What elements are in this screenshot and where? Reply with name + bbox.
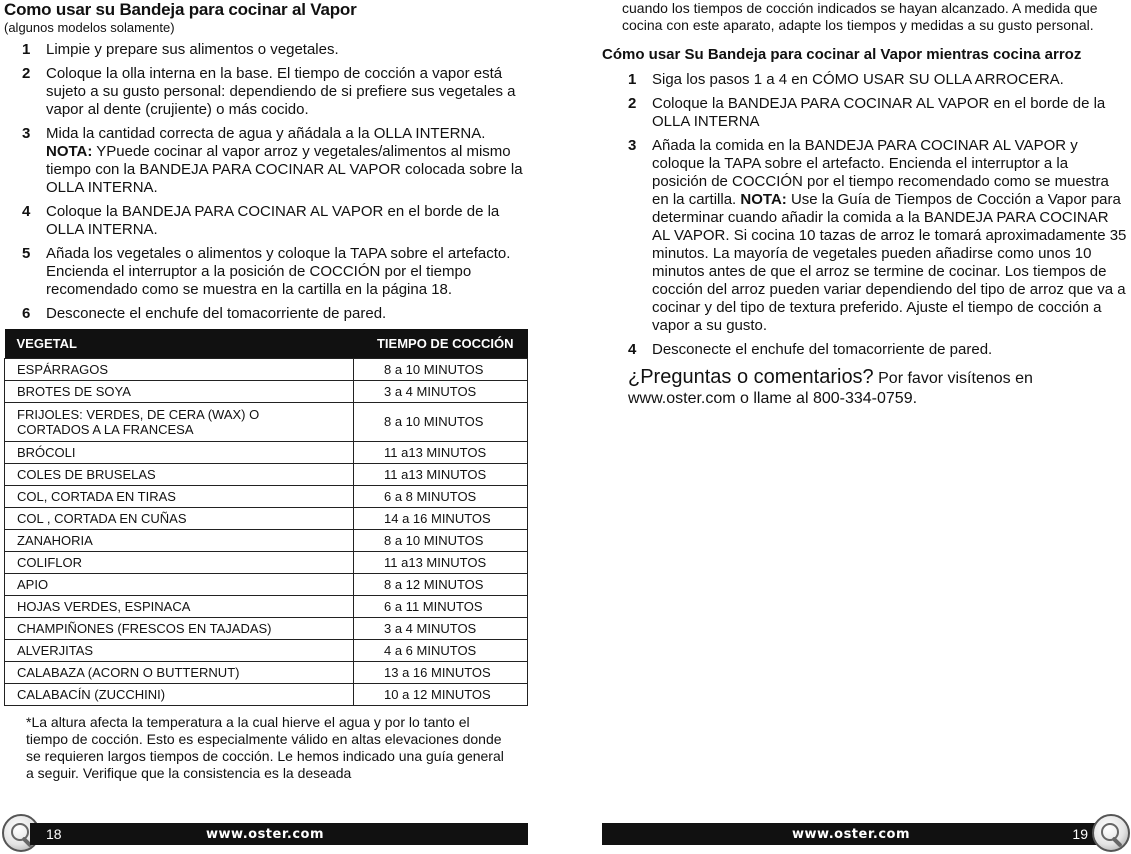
step-text-wrap [652, 137, 1127, 335]
note-label: NOTA: [740, 191, 787, 208]
step-3 [4, 125, 528, 197]
step-text: Mida la cantidad correcta de agua y añádala a la OLLA INTERNA. [46, 125, 486, 142]
step-6 [4, 305, 528, 323]
table-row [5, 529, 528, 551]
step-number: 4 [22, 203, 31, 220]
step-text: Desconecte el enchufe del tomacorriente de pared. [652, 341, 993, 358]
contact-info [602, 367, 1127, 409]
table-row [5, 463, 528, 485]
step-number: 3 [628, 137, 637, 154]
time-cell: 11 a13 MINUTOS [354, 441, 528, 463]
time-cell: 8 a 10 MINUTOS [354, 529, 528, 551]
steaming-times-table [4, 329, 528, 706]
table-row [5, 485, 528, 507]
table-row [5, 551, 528, 573]
right-page [602, 0, 1127, 409]
step-number: 1 [22, 41, 31, 58]
column-header-time: TIEMPO DE COCCIÓN [354, 329, 528, 358]
time-cell: 6 a 11 MINUTOS [354, 595, 528, 617]
table-row [5, 617, 528, 639]
website-link[interactable]: www.oster.com [792, 826, 911, 842]
step-4 [602, 341, 1127, 359]
vegetable-cell: COLIFLOR [5, 551, 354, 573]
note-text: YPuede cocinar al vapor arroz y vegetales/alimentos al mismo tiempo con la BANDEJA PARA COCINAR AL VAPOR colocada sobre la OLLA INTERNA. [46, 143, 523, 196]
section-subtitle: (algunos modelos solamente) [4, 20, 175, 35]
time-cell: 3 a 4 MINUTOS [354, 617, 528, 639]
magnifier-icon [1092, 814, 1130, 852]
vegetable-cell: COL, CORTADA EN TIRAS [5, 485, 354, 507]
vegetable-cell: FRIJOLES: VERDES, DE CERA (WAX) O CORTADOS A LA FRANCESA [5, 402, 354, 441]
table-row [5, 441, 528, 463]
section-title: Como usar su Bandeja para cocinar al Vapor [4, 0, 357, 19]
column-header-vegetable: VEGETAL [5, 329, 354, 358]
time-cell: 11 a13 MINUTOS [354, 551, 528, 573]
time-cell: 8 a 10 MINUTOS [354, 358, 528, 380]
step-number: 5 [22, 245, 31, 262]
step-text: Coloque la BANDEJA PARA COCINAR AL VAPOR en el borde de la OLLA INTERNA [652, 95, 1106, 130]
step-text: Limpie y prepare sus alimentos o vegetales. [46, 41, 339, 58]
table-row [5, 661, 528, 683]
step-text: Coloque la olla interna en la base. El tiempo de cocción a vapor está sujeto a su gusto personal: dependiendo de si prefiere sus vegetales a vapor al dente (crujiente) o más cocido. [46, 65, 516, 118]
time-cell: 14 a 16 MINUTOS [354, 507, 528, 529]
vegetable-cell: COL , CORTADA EN CUÑAS [5, 507, 354, 529]
step-number: 6 [22, 305, 31, 322]
table-row [5, 358, 528, 380]
vegetable-cell: COLES DE BRUSELAS [5, 463, 354, 485]
steps-list [602, 71, 1127, 359]
page-number: 19 [1072, 826, 1088, 842]
step-text: Desconecte el enchufe del tomacorriente de pared. [46, 305, 387, 322]
vegetable-cell: BRÓCOLI [5, 441, 354, 463]
table-row [5, 595, 528, 617]
footer-bar-left [30, 823, 528, 845]
table-row [5, 639, 528, 661]
table-row [5, 380, 528, 402]
time-cell: 8 a 10 MINUTOS [354, 402, 528, 441]
steps-list [4, 41, 528, 323]
step-4 [4, 203, 528, 239]
step-text: Siga los pasos 1 a 4 en CÓMO USAR SU OLLA ARROCERA. [652, 71, 1064, 88]
step-text: Coloque la BANDEJA PARA COCINAR AL VAPOR en el borde de la OLLA INTERNA. [46, 203, 500, 238]
vegetable-cell: CALABAZA (ACORN O BUTTERNUT) [5, 661, 354, 683]
step-number: 2 [628, 95, 637, 112]
step-text-wrap [46, 125, 528, 197]
vegetable-cell: ALVERJITAS [5, 639, 354, 661]
time-cell: 3 a 4 MINUTOS [354, 380, 528, 402]
step-5 [4, 245, 528, 299]
vegetable-cell: CHAMPIÑONES (FRESCOS EN TAJADAS) [5, 617, 354, 639]
time-cell: 4 a 6 MINUTOS [354, 639, 528, 661]
time-cell: 8 a 12 MINUTOS [354, 573, 528, 595]
vegetable-cell: ZANAHORIA [5, 529, 354, 551]
left-page [4, 0, 528, 782]
note-text: Use la Guía de Tiempos de Cocción a Vapor para determinar cuando añadir la comida a la BANDEJA PARA COCINAR AL VAPOR. Si cocina 10 tazas de arroz le tomará aproximadamente 35 minutos. La mayoría de vegetales pueden añadirse como unos 10 minutos antes de que el arroz se termine de cocinar. Los tiempos de cocción del arroz pueden variar dependiendo del tipo de arroz que va a cocinar y del tipo de textura preferido. Ajuste el tiempo de cocción a vapor a su gusto. [652, 191, 1127, 334]
step-1 [602, 71, 1127, 89]
step-2 [602, 95, 1127, 131]
step-number: 1 [628, 71, 637, 88]
time-cell: 10 a 12 MINUTOS [354, 683, 528, 705]
step-3 [602, 137, 1127, 335]
footer-bar-right [602, 823, 1100, 845]
step-text: Añada la comida en la BANDEJA PARA COCINAR AL VAPOR y coloque la TAPA sobre el artefacto. Encienda el interruptor a la posición de COCCIÓN por el tiempo recomendado como se muestra en la cartilla. [652, 137, 1109, 208]
step-number: 4 [628, 341, 637, 358]
altitude-footnote: *La altura afecta la temperatura a la cual hierve el agua y por lo tanto el tiempo de cocción. Esto es especialmente válido en altas elevaciones donde se requieren largos tiempos de cocción. Le hemos indicado una guía general a seguir. Verifique que la consistencia es la deseada [26, 713, 504, 781]
table-header-row [5, 329, 528, 358]
time-cell: 11 a13 MINUTOS [354, 463, 528, 485]
vegetable-cell: APIO [5, 573, 354, 595]
table-row [5, 507, 528, 529]
step-number: 2 [22, 65, 31, 82]
note-label: NOTA: [46, 143, 93, 160]
questions-heading: ¿Preguntas o comentarios? [628, 366, 874, 388]
vegetable-cell: BROTES DE SOYA [5, 380, 354, 402]
contact-text: Por favor visítenos en www.oster.com o llame al 800-334-0759. [628, 370, 1033, 407]
section-heading: Cómo usar Su Bandeja para cocinar al Vapor mientras cocina arroz [602, 46, 1082, 63]
time-cell: 6 a 8 MINUTOS [354, 485, 528, 507]
table-row [5, 683, 528, 705]
table-row [5, 573, 528, 595]
page-number: 18 [46, 826, 62, 842]
continuation-text: cuando los tiempos de cocción indicados se hayan alcanzado. A medida que cocina con este aparato, adapte los tiempos y medidas a su gusto personal. [622, 0, 1098, 33]
step-2 [4, 65, 528, 119]
website-link[interactable]: www.oster.com [206, 826, 325, 842]
step-text: Añada los vegetales o alimentos y coloque la TAPA sobre el artefacto. Encienda el interruptor a la posición de COCCIÓN por el tiempo recomendado como se muestra en la cartilla en la página 18. [46, 245, 511, 298]
step-1 [4, 41, 528, 59]
vegetable-cell: HOJAS VERDES, ESPINACA [5, 595, 354, 617]
time-cell: 13 a 16 MINUTOS [354, 661, 528, 683]
table-row [5, 402, 528, 441]
vegetable-cell: ESPÁRRAGOS [5, 358, 354, 380]
step-number: 3 [22, 125, 31, 142]
vegetable-cell: CALABACÍN (ZUCCHINI) [5, 683, 354, 705]
